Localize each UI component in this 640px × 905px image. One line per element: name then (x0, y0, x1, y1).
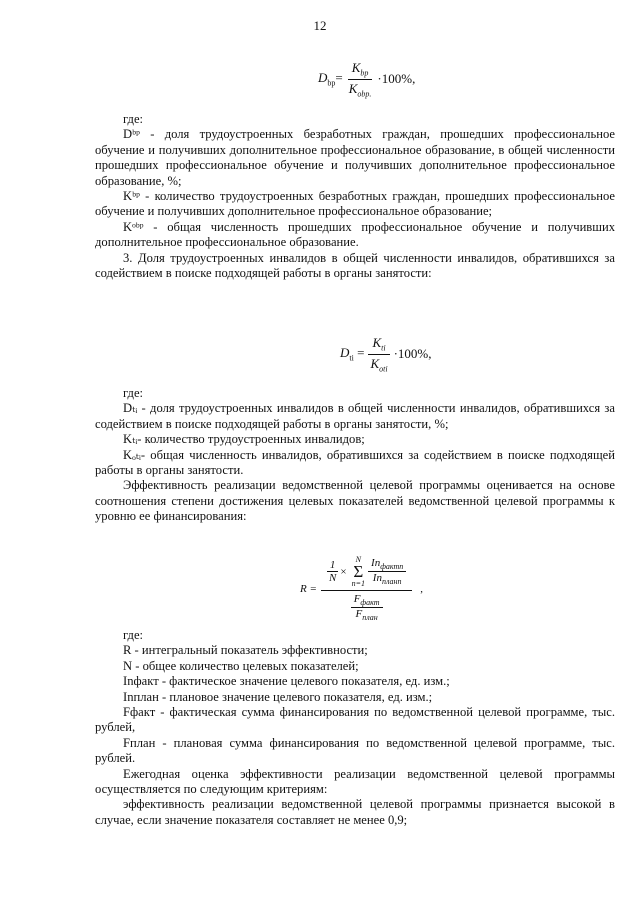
annual-assessment: Ежегодная оценка эффективности реализации ведомственной целевой программы осуществляется по следующим критериям: (95, 766, 615, 797)
criterion-high: эффективность реализации ведомственной целевой программы признается высокой в случае, если значение показателя составляет не менее 0,9; (95, 797, 615, 827)
where-label: где: (123, 112, 144, 126)
formula-d-bp: $D_{bp}=$ $\frac{K_{bp}}{K_{obp.}}$ ·100%, (318, 60, 416, 99)
formula-r: R = $\frac{1}{N}$ × N Σ n=1 $\frac{In_{фактn}}{In_{планn}}$ $\frac{F_{факт}}{F_{план}}$ , (300, 555, 424, 623)
definition-k-oti: Kₒₜᵢ- общая численность инвалидов, обратившихся за содействием в поиске подходящей работы в органы занятости. (95, 447, 615, 478)
page-number: 12 (313, 18, 327, 33)
fraction: $\frac{K_{ti}}{K_{oti}}$ (370, 335, 388, 374)
definition-in-fakt: Inфакт - фактическое значение целевого показателя, ед. изм.; (123, 674, 450, 689)
definition-r: R - интегральный показатель эффективности; (123, 643, 368, 658)
where-label: где: (123, 628, 144, 642)
formula-d-ti: $D_{ti}$ = $\frac{K_{ti}}{K_{oti}}$ ·100%, (340, 335, 432, 374)
efficiency-paragraph: Эффективность реализации ведомственной целевой программы оценивается на основе соотношения степени достижения целевых показателей ведомственной целевой программы к уровню ее финансирования: (95, 478, 615, 524)
definition-k-obp: Kᵒᵇᵖ - общая численность прошедших профессиональное обучение и получивших дополнительное профессиональное образование. (95, 219, 615, 250)
fraction: $\frac{K_{bp}}{K_{obp.}}$ (348, 60, 372, 99)
text-block-2 (95, 386, 615, 525)
text-block-1 (95, 112, 615, 281)
definition-d-ti: Dₜᵢ - доля трудоустроенных инвалидов в общей численности инвалидов, обратившихся за содействием в поиске подходящей работы в органы занятости, %; (95, 401, 615, 431)
definition-f-fakt: Fфакт - фактическая сумма финансирования по ведомственной целевой программе, тыс. рублей, (95, 705, 615, 735)
definition-f-plan: Fплан - плановая сумма финансирования по ведомственной целевой программе, тыс. рублей. (95, 735, 615, 766)
item-3: 3. Доля трудоустроенных инвалидов в общей численности инвалидов, обратившихся за содействием в поиске подходящей работы в органы занятости: (95, 250, 615, 281)
definition-n: N - общее количество целевых показателей; (123, 658, 359, 673)
text-block-3 (95, 628, 615, 828)
definition-d-bp: Dᵇᵖ - доля трудоустроенных безработных граждан, прошедших профессиональное обучение и получивших дополнительное профессиональное образование, в общей численности прошедших профессиональное обучение и получивших дополнительное профессиональное образование, %; (95, 127, 615, 188)
definition-k-ti: Kₜᵢ- количество трудоустроенных инвалидов; (123, 432, 365, 447)
where-label: где: (123, 386, 144, 400)
definition-k-bp: Kᵇᵖ - количество трудоустроенных безработных граждан, прошедших профессиональное обучение и получивших дополнительное профессиональное образование; (95, 189, 615, 219)
definition-in-plan: Inплан - плановое значение целевого показателя, ед. изм.; (123, 689, 433, 704)
